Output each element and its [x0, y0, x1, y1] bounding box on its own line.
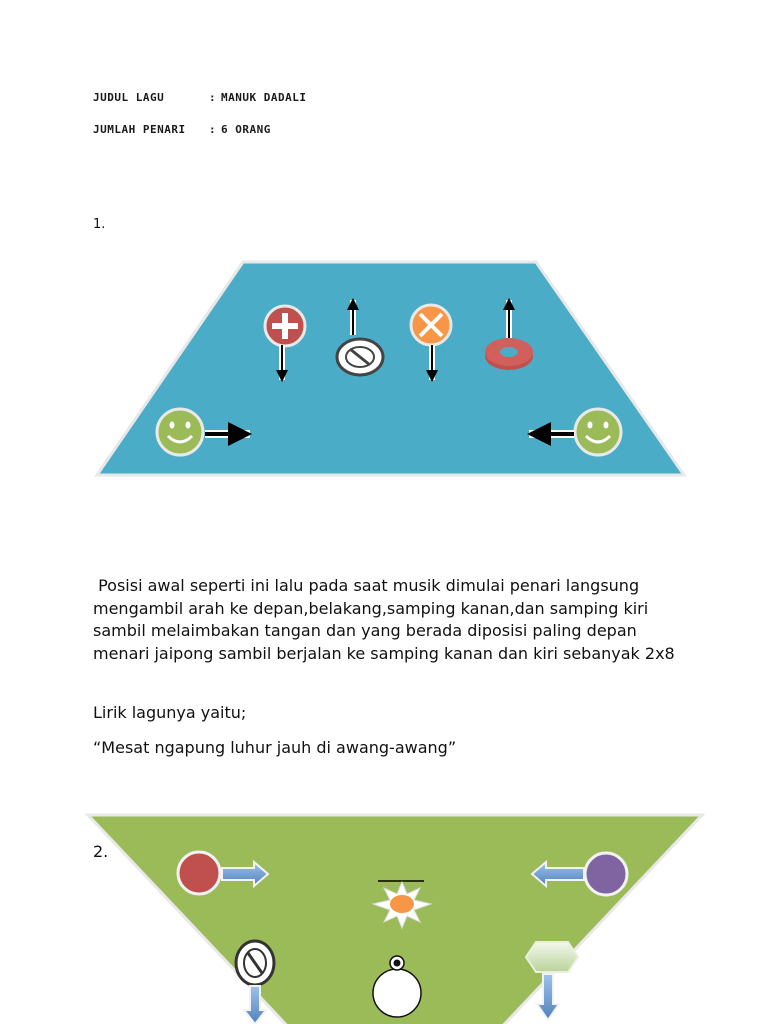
song-title-label: JUDUL LAGU: [93, 91, 165, 104]
section-number: 2.: [93, 842, 109, 861]
dancer-count-separator: :: [209, 123, 217, 136]
smiley-face-icon: [157, 409, 203, 455]
formation-diagram-1: [0, 255, 768, 555]
dancer-count-label: JUMLAH PENARI: [93, 123, 186, 136]
section-number: 1.: [93, 217, 106, 232]
no-symbol-icon: [337, 339, 383, 375]
no-symbol-icon: [236, 941, 274, 985]
circle-x-icon: [411, 305, 451, 345]
donut-icon: [485, 338, 533, 370]
purple-circle-icon: [585, 853, 627, 895]
lyrics-intro: Lirik lagunya yaitu;: [93, 703, 247, 722]
description-paragraph: Posisi awal seperti ini lalu pada saat musik dimulai penari langsung mengambil arah ke depan,belakang,samping kanan,dan samping kiri sambil melaimbakan tangan dan yang berada diposisi paling depan menari jaipong sambil berjalan ke samping kanan dan kiri sebanyak 2x8: [93, 576, 675, 663]
song-title-value: MANUK DADALI: [221, 91, 307, 104]
song-title-separator: :: [209, 91, 217, 104]
dancer-count-value: 6 ORANG: [221, 123, 271, 136]
formation-diagram-2: [0, 810, 768, 1024]
smiley-face-icon: [575, 409, 621, 455]
red-circle-icon: [178, 852, 220, 894]
lyrics-line: “Mesat ngapung luhur jauh di awang-awang”: [93, 738, 457, 757]
hexagon-icon: [526, 942, 578, 972]
circle-plus-icon: [265, 306, 305, 346]
